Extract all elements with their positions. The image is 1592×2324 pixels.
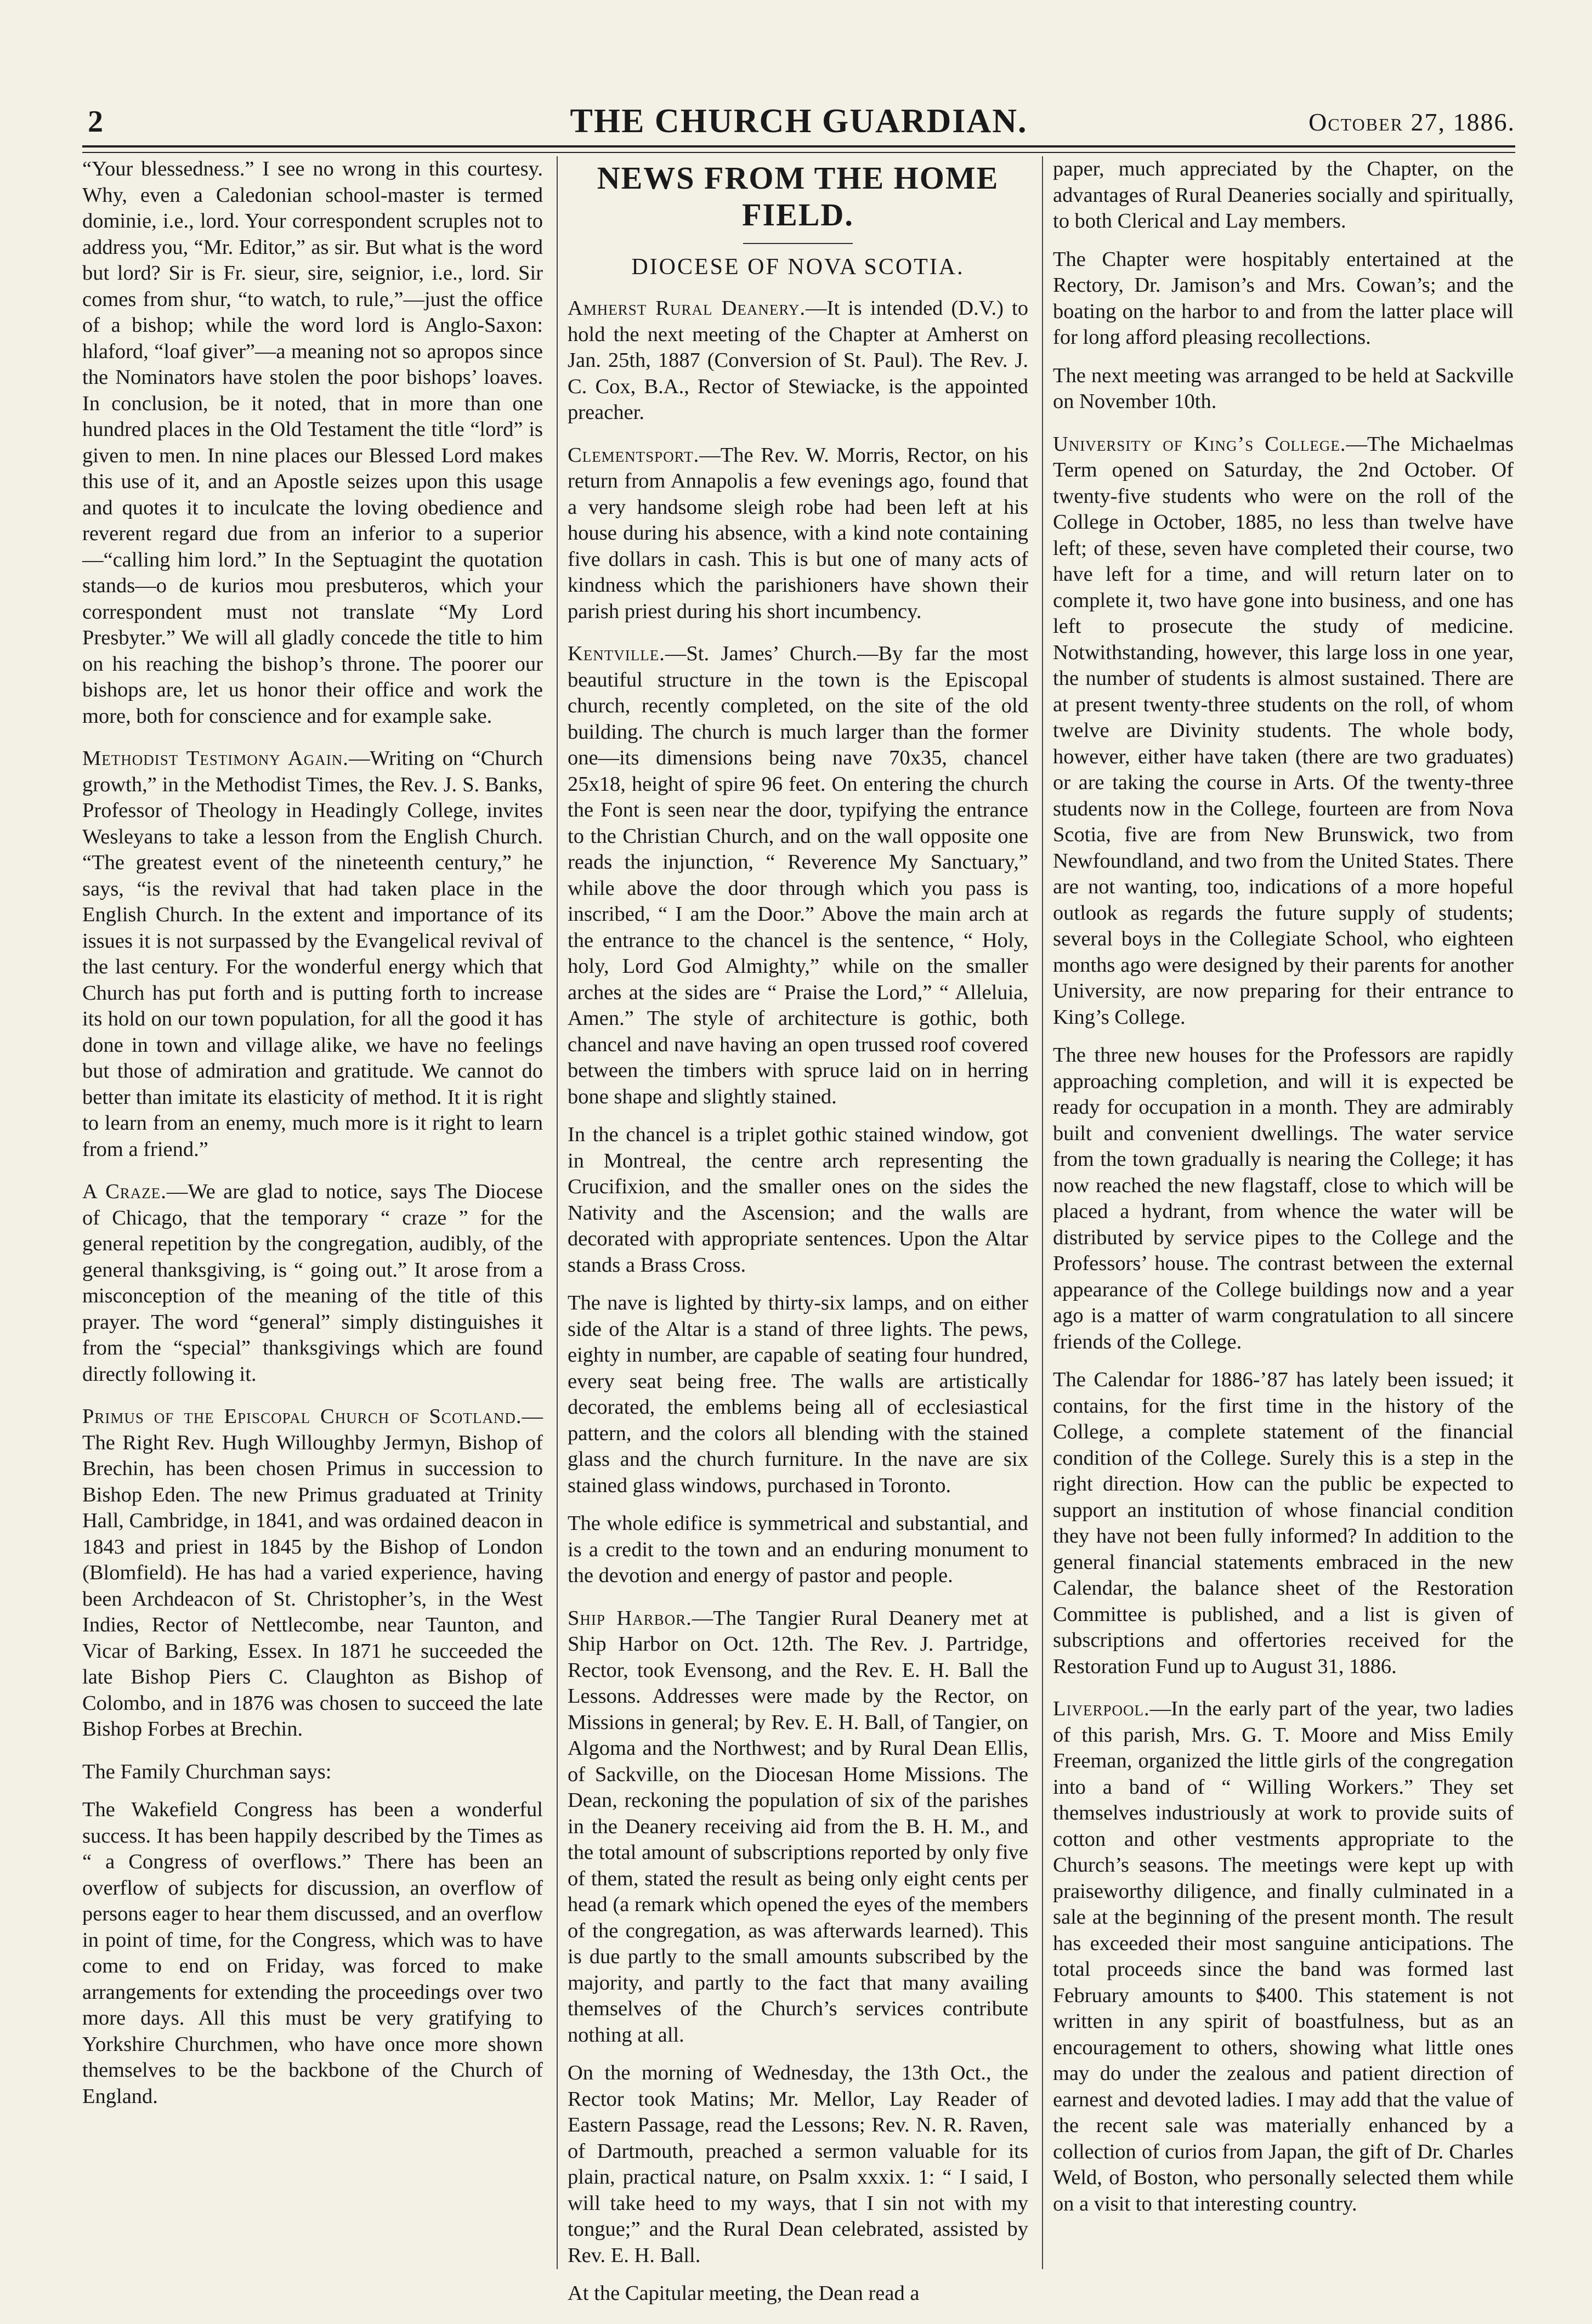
paragraph: The next meeting was arranged to be held at Sackville on November 10th. (1053, 364, 1514, 413)
paragraph: The Chapter were hospitably entertained at the Rectory, Dr. Jamison’s and Mrs. Cowan’s; and the boating on the harbor to and from the latter place will for long afford pleasing recollections. (1053, 247, 1514, 349)
article-body: —Writing on “Church growth,” in the Methodist Times, the Rev. J. S. Banks, Professor of Theology in Headingly College, invites Wesleyans to take a lesson from the English Church. “The greatest event of the nineteenth century,” he says, “is the revival that had taken place in the English Church. In the extent and importance of its issues it is not surpassed by the Evangelical revival of the last century. For the wonderful energy which that Church has put forth and is putting forth to increase its hold on our town population, for all the good it has done in town and village alike, we have no feelings but those of admiration and gratitude. We cannot do better than imitate its elasticity of method. It it is right to learn from an enemy, much more is it right to learn from a friend.” (82, 747, 543, 1161)
article-lead: Amherst Rural Deanery. (568, 297, 806, 320)
paragraph: paper, much appreciated by the Chapter, on the advantages of Rural Deaneries socially and spiritually, to both Clerical and Lay members. (1053, 157, 1514, 233)
article-lead: University of King’s College. (1053, 432, 1346, 456)
article-liverpool (1053, 1696, 1514, 2217)
page-number: 2 (88, 105, 103, 139)
article-body: —The Michaelmas Term opened on Saturday, the 2nd October. Of twenty-five students who were on the roll of the College in October, 1885, no less than twelve have left; of these, seven have completed their course, two have left for a time, and will return later on to complete it, two have gone into business, and one has left to prosecute the study of medicine. Notwithstanding, however, this large loss in one year, the number of students is almost sustained. There are at present twenty-three students on the roll, of whom twelve are Divinity students. The whole body, however, either have taken (there are two graduates) or are taking the course in Arts. Of the twenty-three students now in the College, fourteen are from Nova Scotia, five are from New Brunswick, two from Newfoundland, and two from the United States. There are not wanting, too, indications of a more hopeful outlook as regards the future supply of students; several boys in the Collegiate School, who eighteen months ago were designed by their parents for another University, are now preparing for their entrance to King’s College. (1053, 432, 1514, 1029)
paragraph: The Wakefield Congress has been a wonderful success. It has been happily described by the Times as “ a Congress of overflows.” There has been an overflow of subjects for discussion, an overflow of persons eager to hear them discussed, and an overflow in point of time, for the Congress, which was to have come to end on Friday, was forced to make arrangements for extending the proceedings over two more days. All this must be very gratifying to Yorkshire Churchmen, who have once more shown themselves to be the backbone of the Church of England. (82, 1798, 543, 2108)
heading-rule (743, 243, 853, 244)
paragraph: The three new houses for the Professors are rapidly approaching completion, and will it is expected be ready for occupation in a month. They are admirably built and convenient dwellings. The water service from the town gradually is nearing the College; it has now reached the new flagstaff, close to which will be placed a hydrant, from whence the water will be distributed by service pipes to the College and the Professors’ house. The contrast between the external appearance of the College buildings now and a year ago is a matter of warm congratulation to all sincere friends of the College. (1053, 1044, 1514, 1353)
column-divider (557, 156, 558, 2269)
article-kings-college (1053, 432, 1514, 1031)
paragraph: The Family Churchman says: (82, 1760, 332, 1783)
masthead: THE CHURCH GUARDIAN. (570, 103, 1028, 140)
article-body: —The Rev. W. Morris, Rector, on his return from Annapolis a few evenings ago, found that a very handsome sleigh robe had been left at his house during his absence, with a kind note containing five dollars in cash. This is but one of many acts of kindness which the parishioners have shown their parish priest during his short incumbency. (568, 443, 1028, 623)
article-lead: Ship Harbor. (568, 1606, 692, 1630)
paragraph: On the morning of Wednesday, the 13th Oct., the Rector took Matins; Mr. Mellor, Lay Reader of Eastern Passage, read the Lessons; Rev. N. R. Raven, of Dartmouth, preached a sermon valuable for its plain, practical nature, on Psalm xxxix. 1: “ I said, I will take heed to my ways, that I sin not with my tongue;” and the Rural Dean celebrated, assisted by Rev. E. H. Ball. (568, 2061, 1028, 2267)
article-lead: A Craze. (82, 1180, 167, 1203)
article-body: —The Tangier Rural Deanery met at Ship Harbor on Oct. 12th. The Rev. J. Partridge, Rector, took Evensong, and the Rev. E. H. Ball the Lessons. Addresses were made by the Rector, on Missions in general; by Rev. E. H. Ball, of Tangier, on Algoma and the Northwest; and by Rural Dean Ellis, of Sackville, on the Diocesan Home Missions. The Dean, reckoning the population of six of the parishes in the Deanery receiving aid from the B. H. M., and the total amount of subscriptions reported by only five of them, stated the result as being only eight cents per head (a remark which opened the eyes of the members of the congregation, as was afterwards learned). This is due partly to the small amounts subscribed by the majority, and partly to the fact that many availing themselves of the Church’s services contribute nothing at all. (568, 1606, 1029, 2047)
paragraph: In the chancel is a triplet gothic stained window, got in Montreal, the centre arch representing the Crucifixion, and the smaller ones on the sides the Nativity and the Ascension; and the walls are decorated with appropriate sentences. Upon the Altar stands a Brass Cross. (568, 1123, 1028, 1277)
article-body: —It is intended (D.V.) to hold the next meeting of the Chapter at Amherst on Jan. 25th, 1887 (Conversion of St. Paul). The Rev. J. C. Cox, B.A., Rector of Stewiacke, is the appointed preacher. (568, 297, 1028, 424)
article-lead: Methodist Testimony Again. (82, 747, 349, 770)
paragraph: At the Capitular meeting, the Dean read a (568, 2282, 920, 2305)
article-primus (82, 1404, 543, 1743)
article-columns (82, 156, 1515, 2305)
column-1 (82, 156, 543, 2269)
article-amherst (568, 296, 1028, 426)
paragraph: The whole edifice is symmetrical and substantial, and is a credit to the town and an enduring monument to the devotion and energy of pastor and people. (568, 1512, 1028, 1587)
paragraph: The nave is lighted by thirty-six lamps, and on either side of the Altar is a stand of three lights. The pews, eighty in number, are capable of seating four hundred, every seat being free. The walls are artistically decorated, the emblems being all of ecclesiastical pattern, and the colors all blending with the stained glass and the church furniture. In the nave are six stained glass windows, purchased in Toronto. (568, 1291, 1028, 1497)
column-divider (1042, 156, 1043, 2269)
article-a-craze (82, 1179, 543, 1387)
article-body: —We are glad to notice, says The Diocese of Chicago, that the temporary “ craze ” for the general repetition by the congregation, audibly, of the general thanksgiving, is “ going out.” It arose from a misconception of the meaning of the title of this prayer. The word “general” simply distinguishes it from the “special” thanksgivings which are found directly following it. (82, 1180, 543, 1386)
header-rule (82, 145, 1515, 153)
issue-date: October 27, 1886. (1308, 108, 1515, 136)
column-2 (568, 156, 1029, 2305)
article-body: —In the early part of the year, two ladies of this parish, Mrs. G. T. Moore and Miss Emily Freeman, organized the little girls of the congregation into a band of “ Willing Workers.” They set themselves industriously at work to provide suits of cotton and other vestments appropriate to the Church’s seasons. The meetings were kept up with praiseworthy diligence, and finally culminated in a sale at the beginning of the present month. The result has exceeded their most sanguine anticipations. The total proceeds since the band was formed last February amounts to $400. This statement is not written in any spirit of boastfulness, but as an encouragement to others, showing what little ones may do under the zealous and patient direction of earnest and devoted ladies. I may add that the value of the recent sale was materially enhanced by a collection of curios from Japan, the gift of Dr. Charles Weld, of Boston, who personally selected them while on a visit to that interesting country. (1053, 1697, 1514, 2215)
article-body: —St. James’ Church.—By far the most beautiful structure in the town is the Episcopal church, recently completed, on the site of the old building. The church is much larger than the former one—its dimensions being nave 70x35, chancel 25x18, height of spire 96 feet. On entering the church the Font is seen near the door, typifying the entrance to the Christian Church, and on the wall opposite one reads the injunction, “ Reverence My Sanctuary,” while above the door through which you pass is inscribed, “ I am the Door.” Above the main arch at the entrance to the chancel is the sentence, “ Holy, holy, Lord God Almighty,” while on the smaller arches at the sides are “ Praise the Lord,” “ Alleluia, Amen.” The style of architecture is gothic, both chancel and nave having an open trussed roof covered between the timbers with spruce laid on in herring bone shape and slightly stained. (568, 642, 1028, 1108)
article-lead: Clementsport. (568, 443, 700, 467)
diocese-heading: DIOCESE OF NOVA SCOTIA. (631, 254, 965, 280)
article-body: —The Right Rev. Hugh Willoughby Jermyn, Bishop of Brechin, has been chosen Primus in succession to Bishop Eden. The new Primus graduated at Trinity Hall, Cambridge, in 1841, and was ordained deacon in 1843 and priest in 1845 by the Bishop of London (Blomfield). He has had a varied experience, having been Archdeacon of St. Christopher’s, in the West Indies, Rector of Nettlecombe, near Taunton, and Vicar of Barking, Essex. In 1871 he succeeded the late Bishop Piers C. Claughton as Bishop of Colombo, and in 1876 was chosen to succeed the late Bishop Forbes at Brechin. (82, 1405, 543, 1741)
section-heading: NEWS FROM THE HOME FIELD. (597, 160, 999, 233)
article-methodist-testimony (82, 746, 543, 1163)
article-kentville (568, 641, 1028, 1110)
article-ship-harbor (568, 1606, 1028, 2049)
paragraph: “Your blessedness.” I see no wrong in this courtesy. Why, even a Caledonian school-master is termed dominie, i.e., lord. Your correspondent scruples not to address you, “Mr. Editor,” as sir. But what is the word but lord? Sir is Fr. sieur, sire, seignior, i.e., lord. Sir comes from shur, “to watch, to rule,”—just the office of a bishop; while the word lord is Anglo-Saxon: hlaford, “loaf giver”—a meaning not so apropos since the Nominators have stolen the poor bishops’ loaves. In conclusion, be it noted, that in more than one hundred places in the Old Testament the title “lord” is given to men. In nine places our Blessed Lord makes this use of it, and an Apostle seizes upon this usage and quotes it to inculcate the loving obedience and reverent regard due from an inferior to a superior—“calling him lord.” In the Septuagint the quotation stands—o de kurios mou presbuteros, which your correspondent must not translate “My Lord Presbyter.” We will all gladly concede the title to him on his reaching the bishop’s throne. The poorer our bishops are, let us honor their office and work the more, both for conscience and for example sake. (82, 157, 543, 728)
article-lead: Kentville. (568, 642, 665, 665)
article-lead: Primus of the Episcopal Church of Scotland. (82, 1405, 522, 1428)
column-3 (1053, 156, 1514, 2269)
paragraph: The Calendar for 1886-’87 has lately been issued; it contains, for the first time in the history of the College, a complete statement of the financial condition of the College. Surely this is a step in the right direction. How can the public be expected to support an institution of whose financial condition they have not been fully informed? In addition to the general financial statements embraced in the new Calendar, the balance sheet of the Restoration Committee is published, and a list is given of subscriptions and offertories received for the Restoration Fund up to August 31, 1886. (1053, 1368, 1514, 1678)
article-clementsport (568, 443, 1028, 625)
article-lead: Liverpool. (1053, 1697, 1150, 1720)
